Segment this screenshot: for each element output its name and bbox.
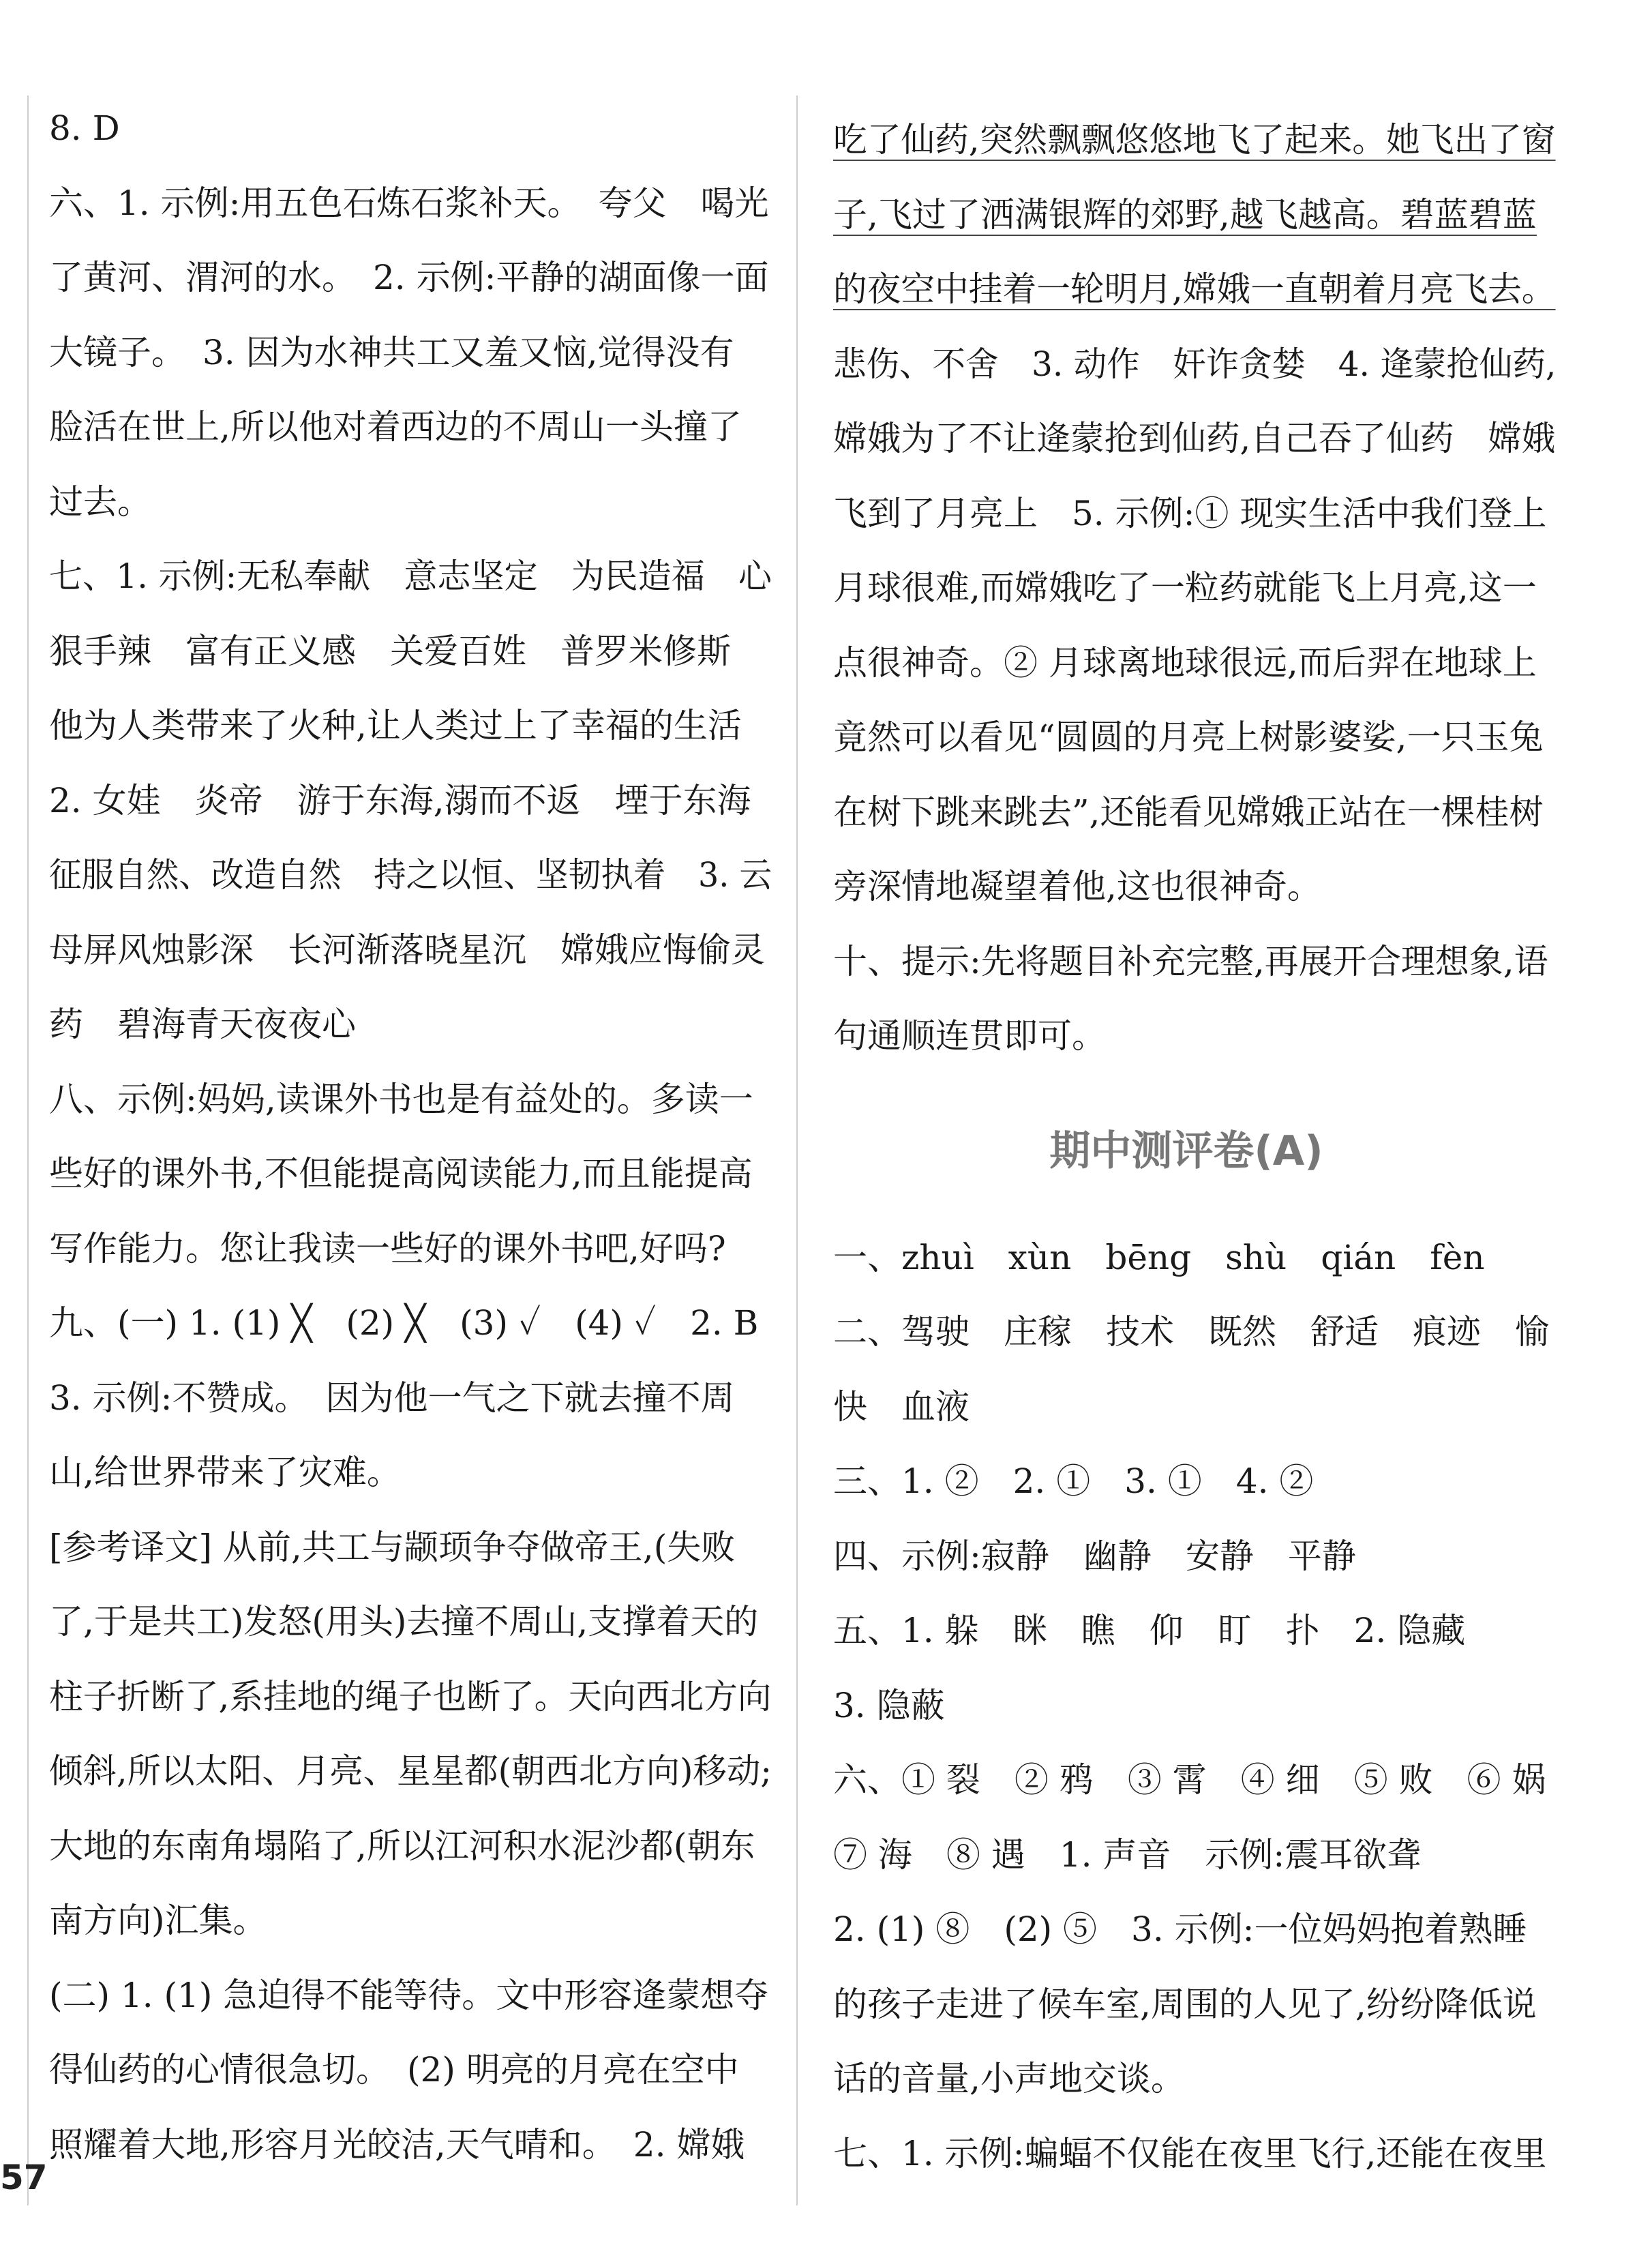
text-line: 六、① 裂 ② 鸦 ③ 霄 ④ 细 ⑤ 败 ⑥ 娲 <box>833 1760 1546 1800</box>
text-line: 七、1. 示例:无私奉献 意志坚定 为民造福 心 <box>49 556 772 596</box>
text-line: 八、示例:妈妈,读课外书也是有益处的。多读一 <box>49 1080 753 1119</box>
text-line-underlined <box>833 269 1556 310</box>
text-line: 狠手辣 富有正义感 关爱百姓 普罗米修斯 <box>49 631 731 671</box>
text-line: [参考译文] 从前,共工与颛顼争夺做帝王,(失败 <box>49 1528 736 1567</box>
text-line: 一、zhuì xùn bēng shù qián fèn <box>833 1238 1485 1277</box>
text-line: 七、1. 示例:蝙蝠不仅能在夜里飞行,还能在夜里 <box>833 2134 1547 2173</box>
text-line: ⑦ 海 ⑧ 遇 1. 声音 示例:震耳欲聋 <box>833 1835 1422 1875</box>
text-line: 得仙药的心情很急切。 (2) 明亮的月亮在空中 <box>49 2050 739 2090</box>
text-line: 倾斜,所以太阳、月亮、星星都(朝西北方向)移动; <box>49 1751 772 1791</box>
text-line: 过去。 <box>49 482 151 522</box>
center-column-rule <box>796 95 798 2205</box>
text-line: 六、1. 示例:用五色石炼石浆补天。 夸父 喝光 <box>49 183 769 223</box>
text-line: 旁深情地凝望着他,这也很神奇。 <box>833 867 1321 906</box>
underlined-text: 子,飞过了洒满银辉的郊野,越飞越高。碧蓝碧蓝 <box>833 195 1537 235</box>
text-line: 些好的课外书,不但能提高阅读能力,而且能提高 <box>49 1154 753 1193</box>
text-line: 三、1. ② 2. ① 3. ① 4. ② <box>833 1461 1314 1501</box>
text-line: (二) 1. (1) 急迫得不能等待。文中形容逄蒙想夺 <box>49 1976 769 2015</box>
text-line: 2. (1) ⑧ (2) ⑤ 3. 示例:一位妈妈抱着熟睡 <box>833 1909 1527 1949</box>
text-line: 话的音量,小声地交谈。 <box>833 2059 1185 2098</box>
text-line-underlined <box>833 119 1556 160</box>
text-line: 竟然可以看见“圆圆的月亮上树影婆娑,一只玉兔 <box>833 717 1544 757</box>
text-line: 快 血液 <box>833 1387 970 1427</box>
text-line: 写作能力。您让我读一些好的课外书吧,好吗? <box>49 1229 726 1268</box>
text-line: 十、提示:先将题目补充完整,再展开合理想象,语 <box>833 942 1548 981</box>
text-line: 月球很难,而嫦娥吃了一粒药就能飞上月亮,这一 <box>833 568 1537 608</box>
text-line: 8. D <box>49 108 120 148</box>
text-line: 二、驾驶 庄稼 技术 既然 舒适 痕迹 愉 <box>833 1312 1549 1352</box>
text-line: 南方向)汇集。 <box>49 1901 267 1940</box>
text-line: 的孩子走进了候车室,周围的人见了,纷纷降低说 <box>833 1984 1537 2024</box>
text-line: 2. 女娃 炎帝 游于东海,溺而不返 堙于东海 <box>49 781 751 820</box>
text-line: 3. 示例:不赞成。 因为他一气之下就去撞不周 <box>49 1378 735 1418</box>
text-line: 大镜子。 3. 因为水神共工又羞又恼,觉得没有 <box>49 333 734 372</box>
text-line: 药 碧海青天夜夜心 <box>49 1005 356 1044</box>
text-line: 母屏风烛影深 长河渐落晓星沉 嫦娥应悔偷灵 <box>49 930 765 970</box>
text-line: 他为人类带来了火种,让人类过上了幸福的生活 <box>49 706 742 745</box>
text-line: 3. 隐蔽 <box>833 1686 945 1725</box>
left-column-rule <box>27 95 29 2205</box>
page-number: 57 <box>0 2158 48 2197</box>
text-line: 四、示例:寂静 幽静 安静 平静 <box>833 1536 1356 1576</box>
text-line: 在树下跳来跳去”,还能看见嫦娥正站在一棵桂树 <box>833 792 1544 832</box>
text-line: 了,于是共工)发怒(用头)去撞不周山,支撑着天的 <box>49 1602 759 1641</box>
text-line: 飞到了月亮上 5. 示例:① 现实生活中我们登上 <box>833 494 1547 533</box>
text-line: 柱子折断了,系挂地的绳子也断了。天向西北方向 <box>49 1677 772 1716</box>
text-line: 了黄河、渭河的水。 2. 示例:平静的湖面像一面 <box>49 258 769 297</box>
text-line: 嫦娥为了不让逄蒙抢到仙药,自己吞了仙药 嫦娥 <box>833 419 1556 458</box>
section-title: 期中测评卷(A) <box>1049 1127 1323 1175</box>
underlined-text: 吃了仙药,突然飘飘悠悠地飞了起来。她飞出了窗 <box>833 120 1556 160</box>
text-line: 脸活在世上,所以他对着西边的不周山一头撞了 <box>49 407 742 447</box>
text-line: 九、(一) 1. (1) ╳ (2) ╳ (3) ✓ (4) ✓ 2. B <box>49 1303 759 1343</box>
text-line: 山,给世界带来了灾难。 <box>49 1453 401 1492</box>
text-line: 照耀着大地,形容月光皎洁,天气晴和。 2. 嫦娥 <box>49 2125 745 2165</box>
underlined-text: 的夜空中挂着一轮明月,嫦娥一直朝着月亮飞去。 <box>833 269 1556 309</box>
text-line: 点很神奇。② 月球离地球很远,而后羿在地球上 <box>833 643 1537 683</box>
text-line: 悲伤、不舍 3. 动作 奸诈贪婪 4. 逄蒙抢仙药, <box>833 344 1557 384</box>
text-line-underlined <box>833 194 1537 235</box>
text-line: 句通顺连贯即可。 <box>833 1016 1106 1056</box>
text-line: 大地的东南角塌陷了,所以江河积水泥沙都(朝东 <box>49 1826 755 1866</box>
text-line: 五、1. 躲 眯 瞧 仰 盯 扑 2. 隐藏 <box>833 1611 1466 1650</box>
text-line: 征服自然、改造自然 持之以恒、坚韧执着 3. 云 <box>49 855 772 895</box>
